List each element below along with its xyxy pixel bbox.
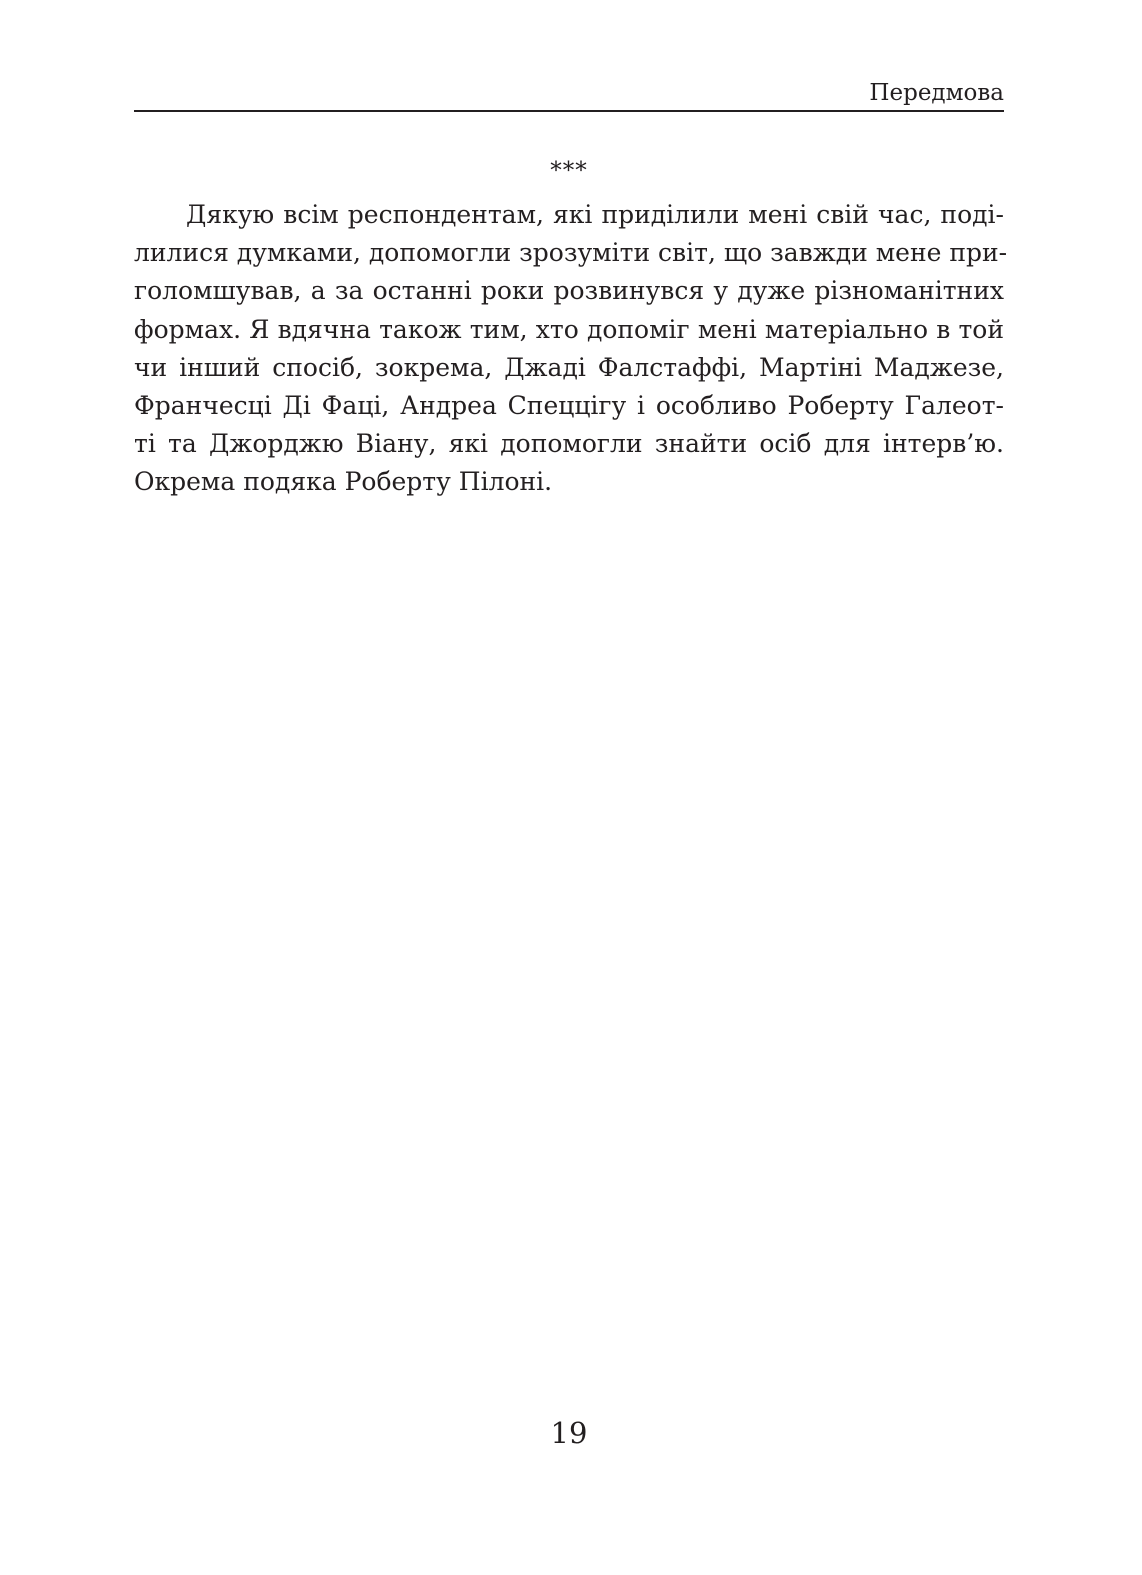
page-number: 19 — [550, 1416, 588, 1450]
paragraph-line: голомшував, а за останні роки розвинувся у дуже різноманітних — [134, 276, 1004, 306]
paragraph-line: ті та Джорджю Віану, які допомогли знайти осіб для інтерв’ю. — [134, 429, 1004, 459]
paragraph-line: Окрема подяка Роберту Пілоні. — [134, 467, 553, 497]
running-head — [134, 78, 1004, 112]
section-break-asterisks: *** — [550, 158, 588, 184]
acknowledgements-paragraph — [134, 196, 1008, 502]
paragraph-line: Дякую всім респондентам, які приділили мені свій час, поді- — [186, 200, 1004, 229]
paragraph-line: формах. Я вдячна також тим, хто допоміг мені матеріально в той — [134, 314, 1004, 344]
paragraph-line: чи інший спосіб, зокрема, Джаді Фалстаффі, Мартіні Маджезе, — [134, 352, 1004, 382]
running-title: Передмова — [869, 80, 1004, 106]
paragraph-line: Франчесці Ді Фаці, Андреа Спеццігу і особливо Роберту Галеот- — [134, 390, 1004, 420]
paragraph-line: лилися думками, допомогли зрозуміти світ, що завжди мене при- — [134, 238, 1008, 268]
